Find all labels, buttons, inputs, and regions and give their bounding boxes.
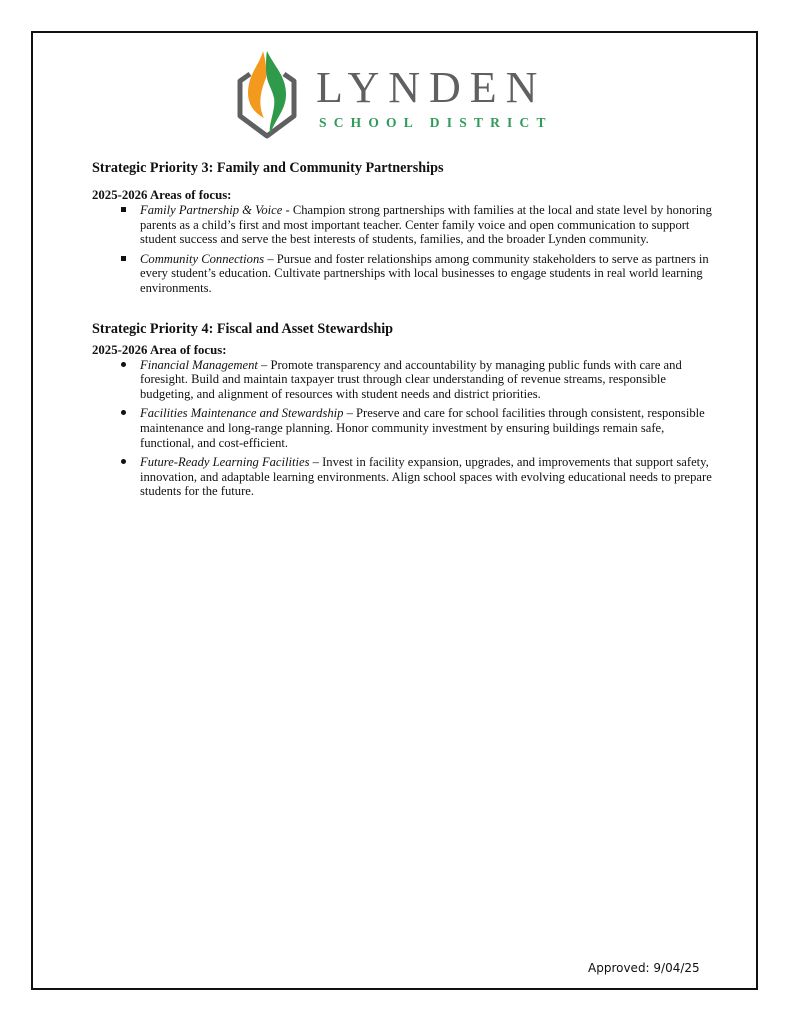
list-item	[92, 252, 712, 296]
round-bullet-icon	[118, 406, 128, 421]
logo-subtitle: SCHOOL DISTRICT	[319, 115, 553, 130]
list-item	[92, 203, 712, 247]
section-subtitle: 2025-2026 Area of focus:	[92, 342, 227, 357]
priority-3-section	[92, 160, 712, 296]
item-sep: –	[257, 357, 271, 372]
list-item	[92, 455, 712, 499]
shield-flame-icon	[236, 48, 298, 140]
item-sep: –	[264, 251, 277, 266]
approval-date: Approved: 9/04/25	[588, 961, 700, 975]
round-bullet-icon	[118, 455, 128, 470]
item-sep: –	[343, 406, 357, 421]
logo-wordmark: LYNDEN	[316, 63, 547, 112]
item-term: Financial Management	[140, 357, 258, 372]
focus-list	[92, 358, 712, 499]
item-term: Community Connections	[140, 251, 265, 266]
item-text: Champion strong partnerships with families at the local and state level by honoring parents as a child’s first and most important teacher. Center family voice and open communication to support student success and serve the best interests of students, families, and the broader Lynden community.	[140, 203, 712, 247]
item-term: Future-Ready Learning Facilities	[140, 455, 310, 470]
list-item	[92, 406, 712, 450]
item-text: Invest in facility expansion, upgrades, and improvements that support safety, innovation, and adaptable learning environments. Align school spaces with evolving educational needs to prepare students for the future.	[140, 455, 712, 499]
round-bullet-icon	[118, 358, 128, 373]
section-title: Strategic Priority 4: Fiscal and Asset Stewardship	[92, 320, 394, 337]
item-term: Facilities Maintenance and Stewardship	[140, 406, 344, 421]
priority-4-section	[92, 321, 712, 499]
focus-list	[92, 203, 712, 296]
section-subtitle: 2025-2026 Areas of focus:	[92, 188, 232, 202]
square-bullet-icon	[118, 203, 128, 218]
item-sep: -	[282, 203, 293, 217]
item-sep: –	[309, 455, 323, 470]
item-text: Preserve and care for school facilities through consistent, responsible maintenance and long-range planning. Honor community investment by ensuring buildings remain safe, functional, and cost-efficient.	[140, 406, 705, 450]
item-text: Promote transparency and accountability by managing public funds with care and foresight. Build and maintain taxpayer trust through clear understanding of revenue streams, responsible budgeting, and alignment of resources with student needs and district priorities.	[140, 357, 682, 401]
list-item	[92, 358, 712, 402]
document-body	[92, 160, 712, 499]
item-term: Family Partnership & Voice	[140, 203, 283, 217]
item-text: Pursue and foster relationships among community stakeholders to serve as partners in every student’s education. Cultivate partnerships with local businesses to engage students in real world learning environments.	[140, 251, 709, 295]
section-title: Strategic Priority 3: Family and Community Partnerships	[92, 160, 444, 176]
district-logo	[236, 48, 566, 143]
square-bullet-icon	[118, 252, 128, 267]
